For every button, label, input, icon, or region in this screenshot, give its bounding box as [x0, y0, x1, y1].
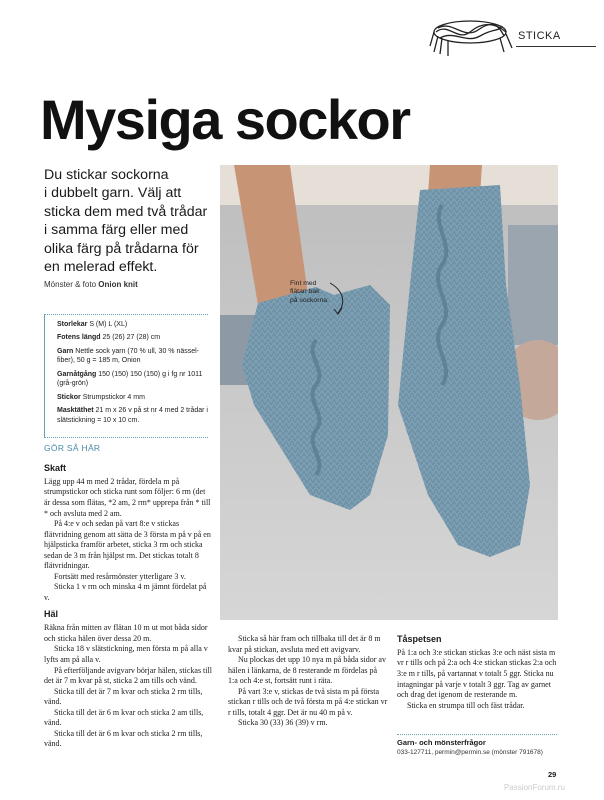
intro-line: i dubbelt garn. Välj att: [44, 185, 182, 202]
instructions-column-3: [397, 634, 557, 711]
intro-line: olika färg på trådarna för: [44, 240, 199, 257]
paragraph: Räkna från mitten av flätan 10 m ut mot båda sidor och sticka hälen över dessa 20 m.: [44, 623, 208, 643]
section-label: STICKA: [518, 30, 561, 42]
intro-text: [44, 166, 222, 277]
annotation-line: flätan bak: [290, 288, 320, 296]
heel-heading: Häl: [44, 609, 59, 620]
watermark: PassionForum.ru: [504, 783, 565, 792]
paragraph: På efterföljande avigvarv börjar hälen, stickas till det är 7 m kvar på st, sticka 2 am tills och vänd.: [44, 665, 212, 686]
socks-photo: [220, 165, 558, 620]
contact-heading: Garn- och mönsterfrågor: [397, 738, 486, 747]
yarn-skein-icon: [428, 12, 514, 58]
paragraph: Sticka så här fram och tillbaka till det är 8 m kvar på stickan, avsluta med ett avigvarv.: [228, 634, 381, 654]
fact-yarn-amount: Garnåtgång 150 (150) 150 (150) g i fg nr 1011 (grå-grön): [57, 370, 203, 388]
shaft-heading: Skaft: [44, 463, 67, 473]
contact-details: 033-127711, permin@permin.se (mönster 791678): [397, 749, 543, 756]
paragraph: Fortsätt med resårmönster ytterligare 3 v.: [54, 571, 186, 581]
intro-line: Du stickar sockorna: [44, 167, 169, 183]
annotation-line: på sockorna.: [290, 296, 329, 304]
fact-gauge: Masktäthet 21 m x 26 v på st nr 4 med 2 trådar i slätstickning = 10 x 10 cm.: [57, 407, 208, 424]
paragraph: Sticka en strumpa till och fäst trådar.: [407, 700, 525, 710]
photo-credit: [44, 280, 138, 289]
intro-line: en melerad effekt.: [44, 259, 158, 276]
paragraph: På vart 3:e v, stickas de två sista m på första stickan r tills och de två första m på 4:e stickan vr r tills, totalt 4 ggr. Det är nu 40 m på v.: [228, 686, 388, 717]
paragraph: Nu plockas det upp 10 nya m på båda sidor av hälen i länkarna, de 8 resterande m fördelas på 1:a och 4:e st, fortsätt runt i räta.: [228, 655, 386, 686]
fact-foot-length: Fotens längd 25 (26) 27 (28) cm: [57, 334, 161, 342]
paragraph: Sticka till det är 6 m kvar och sticka 2 am tills, vänd.: [44, 707, 204, 728]
fact-needles: Stickor Strumpstickor 4 mm: [57, 393, 145, 401]
instructions-heading: GÖR SÅ HÄR: [44, 443, 101, 453]
contact-rule: [397, 734, 557, 735]
credit-name: Onion knit: [98, 280, 138, 289]
paragraph: På 4:e v och sedan på vart 8:e v stickas flätvridning genom att sätta de 3 första m på v på en hjälpsticka framför arbetet, sticka 3 rm och sticka sedan de 3 m från hjälpst rm. Det stickas totalt 8 flätvridningar.: [44, 519, 211, 571]
fact-sizes: Storlekar S (M) L (XL): [57, 321, 128, 328]
paragraph: På 1:a och 3:e stickan stickas 3:e och näst sista m vr r tills och på 2:a och 4:e stickan stickas 2:a och 3:e m r tills, på vartannat v totalt 5 ggr. Sticka nu intagningar på varje v totalt 3 ggr. Tag av garnet och drag det igenom de resterande m.: [397, 647, 557, 700]
instructions-column-1: [44, 463, 212, 750]
section-label-rule: [516, 46, 596, 47]
paragraph: Sticka 30 (33) 36 (39) v rm.: [238, 718, 328, 728]
page-number: 29: [548, 770, 557, 779]
paragraph: Lägg upp 44 m med 2 trådar, fördela m på strumpstickor och sticka runt som följer: 6 rm (det är dessa som flätas, *2 am, 2 rm* upprepa från * till * och avsluta med 2 am.: [44, 476, 211, 518]
paragraph: Sticka 18 v slätstickning, men första m på alla v lyfts am på alla v.: [44, 644, 208, 664]
paragraph: Sticka till det är 6 m kvar och sticka 2 rm tills, vänd.: [44, 728, 203, 749]
instructions-column-2: [228, 634, 388, 729]
intro-line: sticka dem med två trådar: [44, 203, 208, 220]
photo-annotation: [290, 280, 354, 305]
page-title: Mysiga sockor: [40, 88, 410, 151]
paragraph: Sticka till det är 7 m kvar och sticka 2 rm tills, vänd.: [44, 686, 203, 707]
facts-box: [44, 314, 208, 438]
toe-heading: Tåspetsen: [397, 634, 442, 644]
intro-line: i samma färg eller med: [44, 222, 189, 239]
credit-label: Mönster & foto: [44, 280, 97, 289]
paragraph: Sticka 1 v rm och minska 4 m jämnt fördelat på v.: [44, 582, 207, 602]
fact-yarn: Garn Nettle sock yarn (70 % ull, 30 % nässel-fiber), 50 g = 185 m, Onion: [57, 347, 200, 365]
annotation-line: Fint med: [290, 280, 317, 287]
